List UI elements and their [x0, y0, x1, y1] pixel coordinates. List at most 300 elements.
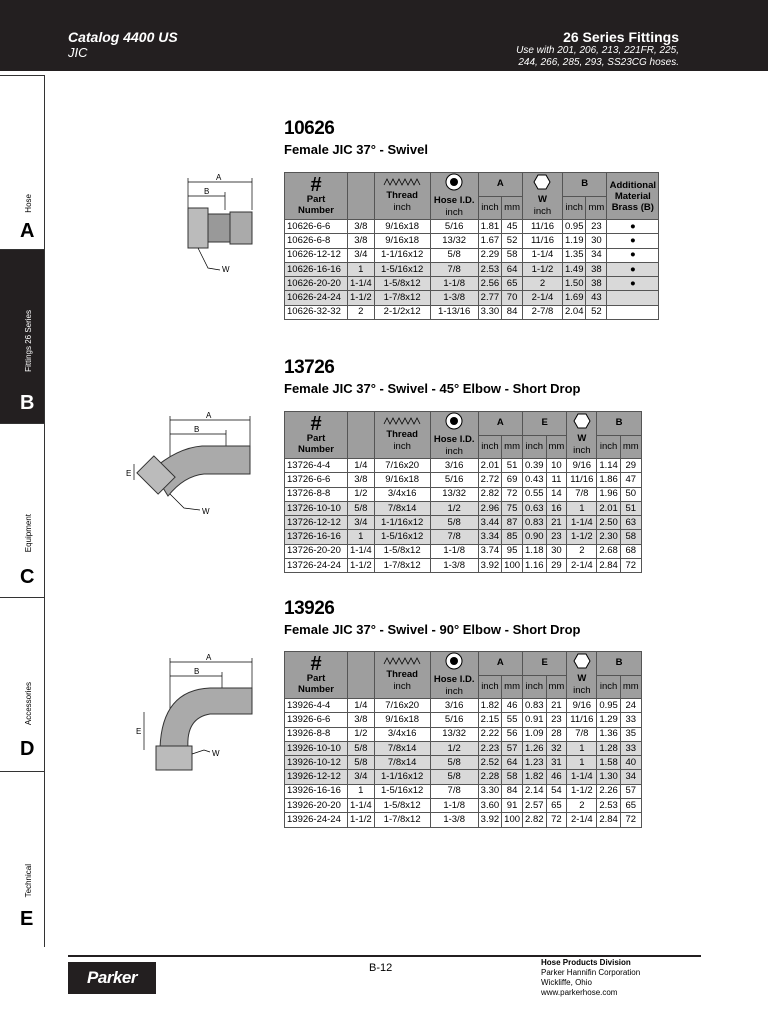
table-cell: 3.30 [478, 784, 502, 798]
table-cell: 0.63 [523, 501, 547, 515]
table-row [285, 516, 642, 530]
col-hose-id: Hose I.D. inch [430, 173, 478, 220]
swivel-fitting-figure [180, 170, 260, 280]
table-cell: 2.22 [478, 727, 502, 741]
table-cell [607, 305, 659, 319]
unit-cell: inch [478, 196, 502, 220]
table-cell: 13726-4-4 [285, 459, 348, 473]
table-row [285, 473, 642, 487]
table-cell: 45 [502, 220, 523, 234]
table-cell: 28 [546, 727, 567, 741]
table-cell: 9/16 [567, 459, 597, 473]
table-cell: 13726-10-10 [285, 501, 348, 515]
table-cell: 2 [567, 544, 597, 558]
table-cell: 1-1/2 [567, 784, 597, 798]
table-cell: 16 [546, 501, 567, 515]
table-cell: 52 [502, 234, 523, 248]
table-cell: 3/4x16 [374, 727, 430, 741]
table-cell: 3/4 [348, 248, 375, 262]
table-cell: 5/8 [430, 756, 478, 770]
table-cell: 38 [586, 277, 607, 291]
table-row [285, 727, 642, 741]
table-cell: 35 [620, 727, 641, 741]
table-cell: 13/32 [430, 234, 478, 248]
table-row [285, 220, 659, 234]
table-cell: 1.96 [597, 487, 621, 501]
table-cell: 10626-12-12 [285, 248, 348, 262]
tab-hose[interactable]: Hose A [0, 75, 45, 249]
table-cell: 1/2 [430, 501, 478, 515]
unit-cell: inch [597, 675, 621, 699]
parts-table-13726: # Part Number Thread inch Hose I.D. inch A E W inch B inch mm inch mm inch mm 13726-4-4 1/4 7/16x20 3/16 2.01 51 0.39 10 9/16 1.14 29 13726-6-6 3/8 9/16x18 5/16 2.72 69 0.43 11 11/16 1.86 47 13726-8-8 1/2 3/4x16 13/32 2.82 72 0.55 14 7/8 1.96 50 13726-10-10 5/8 7/8x14 1/2 2.96 75 0.63 16 1 2.01 51 13726-12-12 3/4 1-1/16x12 5/8 3.44 87 0.83 21 1-1/4 2.50 63 13726-16-16 1 1-5/16x12 7/8 3.34 85 0.90 23 1-1/2 2.30 58 13726-20-20 1-1/4 1-5/8x12 1-1/8 3.74 95 1.18 30 2 2.68 68 13726-24-24 1-1/2 1-7/8x12 1-3/8 3.92 100 1.16 29 2-1/4 2.84 72 [284, 411, 642, 573]
table-cell: 3/4 [348, 770, 375, 784]
table-cell: 2.56 [478, 277, 502, 291]
table-cell: 33 [620, 741, 641, 755]
table-cell: 13726-12-12 [285, 516, 348, 530]
hose-id-icon [445, 173, 463, 191]
unit-cell: mm [620, 675, 641, 699]
svg-text:A: A [206, 411, 212, 420]
table-cell: 3.92 [478, 559, 502, 573]
table-cell: 57 [620, 784, 641, 798]
table-cell: 23 [586, 220, 607, 234]
table-cell: 14 [546, 487, 567, 501]
table-cell: 34 [620, 770, 641, 784]
table-cell: 1.23 [523, 756, 547, 770]
table-cell: 5/8 [430, 248, 478, 262]
table-row [285, 784, 642, 798]
table-cell [607, 291, 659, 305]
table-cell: 65 [546, 799, 567, 813]
part-description: Female JIC 37° - Swivel - 90° Elbow - Short Drop [284, 622, 581, 637]
table-cell: 2.23 [478, 741, 502, 755]
table-cell: 2.57 [523, 799, 547, 813]
table-cell: 1-1/8 [430, 799, 478, 813]
svg-text:E: E [126, 469, 132, 478]
table-cell: 2.68 [597, 544, 621, 558]
table-cell: 51 [620, 501, 641, 515]
table-cell: 1-3/8 [430, 559, 478, 573]
parker-logo: Parker [68, 962, 156, 994]
table-cell: 2-1/4 [567, 559, 597, 573]
tab-fittings[interactable]: Fittings 26 Series B [0, 249, 45, 423]
table-cell: 7/16x20 [374, 699, 430, 713]
page-header [0, 0, 768, 71]
table-cell: 23 [546, 713, 567, 727]
table-cell: 7/8x14 [374, 501, 430, 515]
table-cell: 0.95 [562, 220, 586, 234]
hex-icon [573, 413, 591, 429]
table-cell: 1.67 [478, 234, 502, 248]
table-cell: 0.55 [523, 487, 547, 501]
table-cell: 23 [546, 530, 567, 544]
table-cell: 85 [502, 530, 523, 544]
table-cell: 3.60 [478, 799, 502, 813]
hex-icon [573, 653, 591, 669]
table-cell: 43 [586, 291, 607, 305]
unit-cell: mm [502, 196, 523, 220]
table-cell: 13726-16-16 [285, 530, 348, 544]
table-cell: ● [607, 220, 659, 234]
table-cell: 5/8 [348, 501, 375, 515]
col-additional-material: Additional Material Brass (B) [607, 173, 659, 220]
table-cell: 1-5/16x12 [374, 530, 430, 544]
page-number: B-12 [369, 962, 393, 974]
table-cell: 50 [620, 487, 641, 501]
table-cell: 0.90 [523, 530, 547, 544]
table-cell: 5/8 [430, 770, 478, 784]
table-cell: 7/8x14 [374, 756, 430, 770]
table-cell: 2.96 [478, 501, 502, 515]
table-cell: 1/2 [430, 741, 478, 755]
table-cell: 40 [620, 756, 641, 770]
hose-id-icon [445, 412, 463, 430]
tab-equipment[interactable]: Equipment C [0, 423, 45, 597]
table-cell: 1-1/8 [430, 277, 478, 291]
table-cell: 1.49 [562, 262, 586, 276]
table-cell: 47 [620, 473, 641, 487]
unit-cell: mm [620, 435, 641, 459]
table-cell: 11/16 [567, 713, 597, 727]
table-cell: 5/16 [430, 473, 478, 487]
table-cell: 58 [502, 248, 523, 262]
table-row [285, 741, 642, 755]
svg-text:B: B [194, 667, 200, 676]
table-cell: 5/8 [430, 516, 478, 530]
table-cell: 1-5/8x12 [374, 277, 430, 291]
table-cell: 1.30 [597, 770, 621, 784]
table-cell: 3.74 [478, 544, 502, 558]
table-cell: 100 [502, 813, 523, 827]
table-cell: 2 [522, 277, 562, 291]
table-cell: 52 [586, 305, 607, 319]
table-cell: 64 [502, 756, 523, 770]
table-cell: 13926-12-12 [285, 770, 348, 784]
table-cell: 2.53 [597, 799, 621, 813]
table-cell: 2-1/2x12 [374, 305, 430, 319]
table-cell: 75 [502, 501, 523, 515]
footer-rule [68, 955, 701, 957]
table-cell: 3.30 [478, 305, 502, 319]
table-cell: 1.69 [562, 291, 586, 305]
thread-icon [382, 178, 422, 186]
table-cell: 10626-6-6 [285, 220, 348, 234]
table-cell: 10626-20-20 [285, 277, 348, 291]
table-cell: 38 [586, 262, 607, 276]
table-cell: 72 [546, 813, 567, 827]
section-10626 [284, 118, 428, 157]
part-description: Female JIC 37° - Swivel [284, 142, 428, 157]
table-cell: 32 [546, 741, 567, 755]
table-cell: 2.30 [597, 530, 621, 544]
table-cell: 70 [502, 291, 523, 305]
table-cell: 2.01 [478, 459, 502, 473]
thread-icon [382, 417, 422, 425]
table-row [285, 559, 642, 573]
table-cell: 1-5/8x12 [374, 799, 430, 813]
part-description: Female JIC 37° - Swivel - 45° Elbow - Short Drop [284, 381, 581, 396]
table-cell: 13926-20-20 [285, 799, 348, 813]
tab-technical[interactable]: Technical E [0, 771, 45, 947]
table-cell: 13/32 [430, 487, 478, 501]
table-cell: 9/16x18 [374, 220, 430, 234]
table-cell: 3/8 [348, 234, 375, 248]
unit-cell: mm [502, 675, 523, 699]
table-cell: 1-1/2 [348, 813, 375, 827]
table-cell: 11 [546, 473, 567, 487]
table-cell: 1-1/16x12 [374, 516, 430, 530]
table-cell: 13926-24-24 [285, 813, 348, 827]
table-cell: 5/8 [348, 741, 375, 755]
table-cell: 1 [567, 501, 597, 515]
table-cell: 7/8 [567, 727, 597, 741]
table-cell: 9/16x18 [374, 713, 430, 727]
table-cell: 13726-6-6 [285, 473, 348, 487]
unit-cell: mm [546, 675, 567, 699]
table-cell: 1.18 [523, 544, 547, 558]
table-cell: 13926-4-4 [285, 699, 348, 713]
unit-cell: mm [546, 435, 567, 459]
col-thread: Thread inch [374, 173, 430, 220]
table-row [285, 487, 642, 501]
table-cell: 7/8x14 [374, 741, 430, 755]
table-row [285, 459, 642, 473]
table-cell: 9/16 [567, 699, 597, 713]
elbow-90-fitting-figure [130, 650, 260, 785]
table-cell: 1-1/16x12 [374, 770, 430, 784]
parts-table-10626 [284, 172, 659, 320]
col-a: A [478, 173, 522, 197]
table-cell: 29 [546, 559, 567, 573]
table-cell: 13726-20-20 [285, 544, 348, 558]
table-cell: 0.39 [523, 459, 547, 473]
table-cell: 2 [348, 305, 375, 319]
table-cell: 3/16 [430, 699, 478, 713]
table-cell: 1-5/16x12 [374, 784, 430, 798]
table-row [285, 277, 659, 291]
part-series-number: 13926 [284, 598, 335, 619]
table-cell: 3/8 [348, 473, 375, 487]
table-cell: 1.36 [597, 727, 621, 741]
table-cell: 2-1/4 [567, 813, 597, 827]
parts-table-13926: # Part Number Thread inch Hose I.D. inch A E W inch B inch mm inch mm inch mm 13926-4-4 1/4 7/16x20 3/16 1.82 46 0.83 21 9/16 0.95 24 13926-6-6 3/8 9/16x18 5/16 2.15 55 0.91 23 11/16 1.29 33 13926-8-8 1/2 3/4x16 13/32 2.22 56 1.09 28 7/8 1.36 35 13926-10-10 5/8 7/8x14 1/2 2.23 57 1.26 32 1 1.28 33 13926-10-12 5/8 7/8x14 5/8 2.52 64 1.23 31 1 1.58 40 13926-12-12 3/4 1-1/16x12 5/8 2.28 58 1.82 46 1-1/4 1.30 34 13926-16-16 1 1-5/16x12 7/8 3.30 84 2.14 54 1-1/2 2.26 57 13926-20-20 1-1/4 1-5/8x12 1-1/8 3.60 91 2.57 65 2 2.53 65 13926-24-24 1-1/2 1-7/8x12 1-3/8 3.92 100 2.82 72 2-1/4 2.84 72 [284, 651, 642, 828]
table-cell: 1.29 [597, 713, 621, 727]
table-cell: 3/4x16 [374, 487, 430, 501]
table-row [285, 530, 642, 544]
table-cell: 1-1/16x12 [374, 248, 430, 262]
table-cell: 1.28 [597, 741, 621, 755]
table-cell: 2.26 [597, 784, 621, 798]
table-cell: 13726-24-24 [285, 559, 348, 573]
svg-text:E: E [136, 727, 142, 736]
table-cell: 65 [502, 277, 523, 291]
hose-id-icon [445, 652, 463, 670]
svg-text:A: A [206, 653, 212, 662]
table-cell: 72 [620, 813, 641, 827]
table-cell: 13926-6-6 [285, 713, 348, 727]
table-cell: 2.77 [478, 291, 502, 305]
table-cell: 33 [620, 713, 641, 727]
table-cell: 1 [348, 530, 375, 544]
unit-cell: mm [502, 435, 523, 459]
table-cell: 46 [502, 699, 523, 713]
table-cell: 1.82 [478, 699, 502, 713]
table-cell: 0.91 [523, 713, 547, 727]
table-cell: 10626-32-32 [285, 305, 348, 319]
table-cell: 11/16 [522, 220, 562, 234]
table-cell: 13926-16-16 [285, 784, 348, 798]
table-cell: 10626-16-16 [285, 262, 348, 276]
table-cell: 55 [502, 713, 523, 727]
table-cell: 1-1/2 [567, 530, 597, 544]
table-cell: 7/8 [430, 784, 478, 798]
unit-cell: inch [523, 435, 547, 459]
table-row [285, 699, 642, 713]
table-cell: 10 [546, 459, 567, 473]
unit-cell: mm [586, 196, 607, 220]
table-cell: 2.53 [478, 262, 502, 276]
table-cell: 1-1/4 [348, 277, 375, 291]
table-cell: 58 [620, 530, 641, 544]
table-cell: 3.92 [478, 813, 502, 827]
table-cell: 2.84 [597, 559, 621, 573]
table-row [285, 305, 659, 319]
table-cell: 1.50 [562, 277, 586, 291]
table-cell: 2.84 [597, 813, 621, 827]
table-cell: 30 [586, 234, 607, 248]
table-cell: 1.16 [523, 559, 547, 573]
table-cell: 1-13/16 [430, 305, 478, 319]
svg-text:W: W [212, 749, 220, 758]
table-cell: 1.14 [597, 459, 621, 473]
thread-icon [382, 657, 422, 665]
table-cell: 54 [546, 784, 567, 798]
table-cell: 11/16 [567, 473, 597, 487]
table-cell: 5/8 [348, 756, 375, 770]
hex-icon [533, 174, 551, 190]
table-cell: 9/16x18 [374, 234, 430, 248]
table-cell: 2.14 [523, 784, 547, 798]
table-cell: 1-1/2 [348, 559, 375, 573]
table-cell: 1-3/8 [430, 291, 478, 305]
table-cell: 1 [567, 741, 597, 755]
table-cell: 13926-10-10 [285, 741, 348, 755]
table-cell: 65 [620, 799, 641, 813]
svg-text:B: B [194, 425, 200, 434]
table-cell: ● [607, 234, 659, 248]
table-cell: 2.82 [478, 487, 502, 501]
table-row [285, 713, 642, 727]
table-cell: 7/8 [430, 530, 478, 544]
table-cell: 1-7/8x12 [374, 813, 430, 827]
table-cell: 1 [348, 784, 375, 798]
table-row [285, 756, 642, 770]
table-cell: 13926-8-8 [285, 727, 348, 741]
table-cell: 1.26 [523, 741, 547, 755]
table-cell: 84 [502, 784, 523, 798]
table-cell: 24 [620, 699, 641, 713]
table-cell: 100 [502, 559, 523, 573]
table-cell: 2.82 [523, 813, 547, 827]
dim-w-label: W [222, 265, 230, 274]
table-cell: 31 [546, 756, 567, 770]
table-cell: 1.86 [597, 473, 621, 487]
table-cell: 3/8 [348, 713, 375, 727]
table-cell: 72 [620, 559, 641, 573]
table-cell: 84 [502, 305, 523, 319]
table-cell: ● [607, 248, 659, 262]
section-tabs [0, 75, 45, 947]
table-cell: 1-1/4 [348, 799, 375, 813]
table-cell: 3.34 [478, 530, 502, 544]
part-series-number: 10626 [284, 118, 335, 139]
table-cell: 58 [502, 770, 523, 784]
table-cell: 1 [567, 756, 597, 770]
table-cell: 1.19 [562, 234, 586, 248]
table-cell: 1-1/2 [348, 291, 375, 305]
table-cell: 0.95 [597, 699, 621, 713]
table-cell: 56 [502, 727, 523, 741]
table-cell: 5/16 [430, 220, 478, 234]
unit-cell: inch [478, 435, 502, 459]
unit-cell: inch [597, 435, 621, 459]
unit-cell: inch [562, 196, 586, 220]
table-cell: ● [607, 262, 659, 276]
table-cell: 2.50 [597, 516, 621, 530]
table-cell: 2.01 [597, 501, 621, 515]
table-cell: 13726-8-8 [285, 487, 348, 501]
table-cell: 1.09 [523, 727, 547, 741]
tab-accessories[interactable]: Accessories D [0, 597, 45, 771]
table-cell: 11/16 [522, 234, 562, 248]
col-part-number: # Part Number [285, 173, 348, 220]
table-cell: 1.81 [478, 220, 502, 234]
table-cell: 1.35 [562, 248, 586, 262]
table-row [285, 262, 659, 276]
table-cell: 2-7/8 [522, 305, 562, 319]
col-b: B [562, 173, 606, 197]
table-cell: 2 [567, 799, 597, 813]
table-cell: 2-1/4 [522, 291, 562, 305]
table-cell: 1-7/8x12 [374, 559, 430, 573]
table-cell: 2.04 [562, 305, 586, 319]
unit-cell: inch [523, 675, 547, 699]
table-cell: 1.58 [597, 756, 621, 770]
table-cell: 21 [546, 699, 567, 713]
table-row [285, 813, 642, 827]
table-cell: 51 [502, 459, 523, 473]
table-cell: 3/8 [348, 220, 375, 234]
table-cell: 1.82 [523, 770, 547, 784]
table-cell: 63 [620, 516, 641, 530]
table-cell: 29 [620, 459, 641, 473]
table-cell: 72 [502, 487, 523, 501]
table-cell: 2.29 [478, 248, 502, 262]
table-cell: 30 [546, 544, 567, 558]
table-cell: 2.28 [478, 770, 502, 784]
table-cell: 1-1/4 [522, 248, 562, 262]
table-cell: 1-1/2 [522, 262, 562, 276]
table-cell: 1-1/4 [567, 770, 597, 784]
table-cell: 7/8 [430, 262, 478, 276]
svg-text:W: W [202, 507, 210, 516]
dim-b-label: B [204, 187, 210, 196]
table-cell: 9/16x18 [374, 473, 430, 487]
table-cell: 1-1/4 [567, 516, 597, 530]
series-title: 26 Series Fittings [563, 29, 679, 45]
section-13726 [284, 357, 580, 396]
table-cell: 1-3/8 [430, 813, 478, 827]
